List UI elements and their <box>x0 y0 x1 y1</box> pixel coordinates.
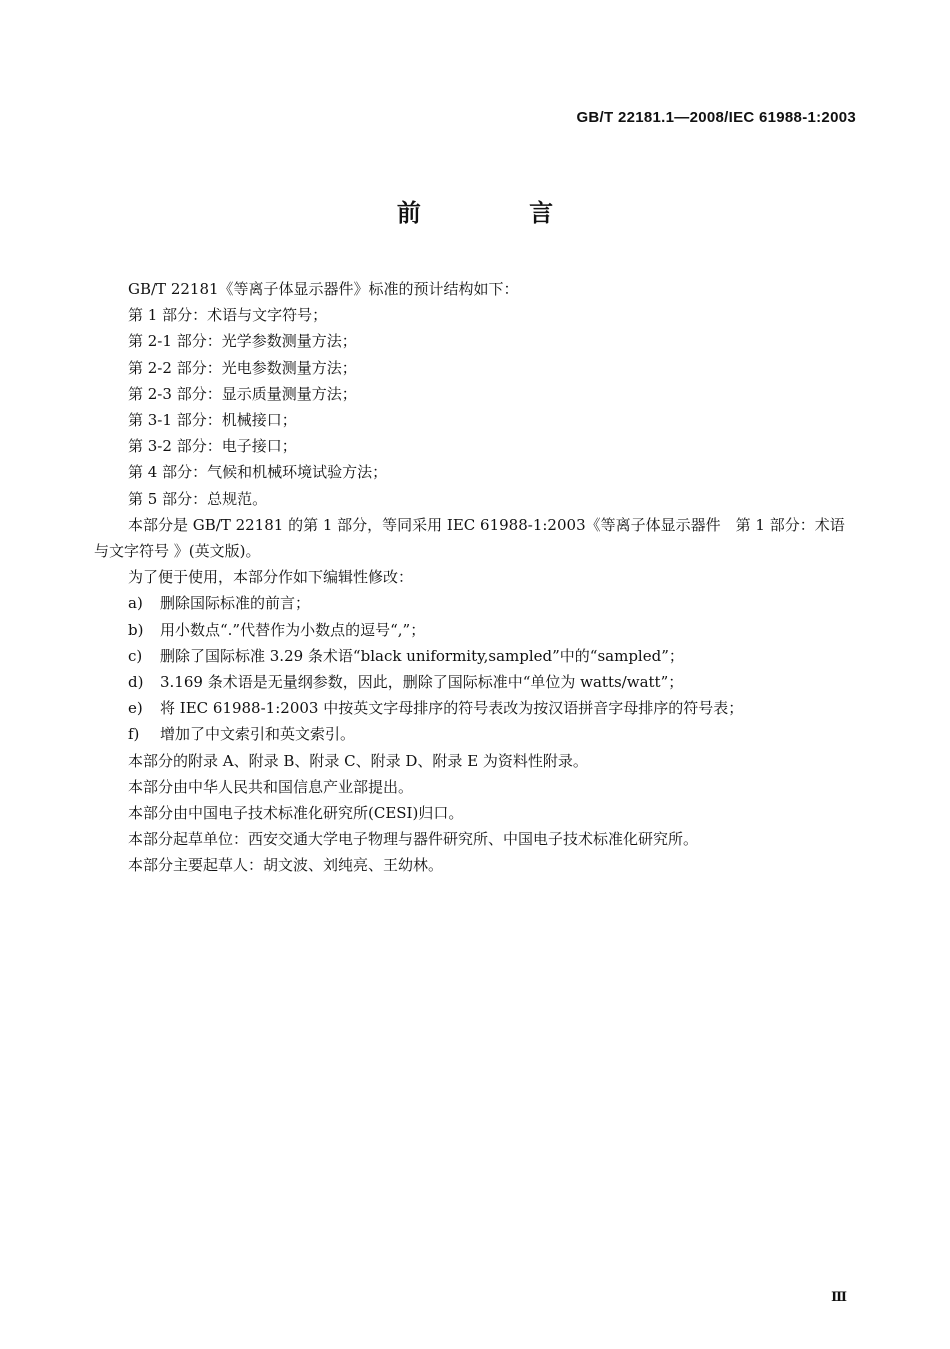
equivalence-paragraph: 本部分是 GB/T 22181 的第 1 部分，等同采用 IEC 61988-1:2003《等离子体显示器件 第 1 部分：术语与文字符号 》(英文版)。 <box>94 515 845 561</box>
edit-item-label: f) <box>128 725 140 744</box>
part-list-item: 第 4 部分：气候和机械环境试验方法； <box>128 463 388 482</box>
edit-item <box>94 721 858 747</box>
drafters-paragraph: 本部分主要起草人：胡文波、刘纯亮、王幼林。 <box>128 856 444 875</box>
part-list-item: 第 2-3 部分：显示质量测量方法； <box>128 384 357 403</box>
edit-item <box>94 617 858 643</box>
edit-item <box>94 669 858 695</box>
edit-item-text: 用小数点“.”代替作为小数点的逗号“,”； <box>160 620 426 639</box>
proposed-by-paragraph: 本部分由中华人民共和国信息产业部提出。 <box>128 777 414 796</box>
edit-item-label: b) <box>128 620 144 639</box>
edit-item-label: c) <box>128 646 143 665</box>
standard-number: GB/T 22181.1—2008/IEC 61988-1:2003 <box>576 109 856 126</box>
edit-item-text: 增加了中文索引和英文索引。 <box>160 725 356 744</box>
edit-item-text: 删除了国际标准 3.29 条术语“black uniformity,sampled”中的“sampled”； <box>160 646 684 665</box>
drafting-units-paragraph: 本部分起草单位：西安交通大学电子物理与器件研究所、中国电子技术标准化研究所。 <box>128 830 699 849</box>
part-list-item: 第 3-1 部分：机械接口； <box>128 411 297 430</box>
edit-item-label: a) <box>128 594 143 613</box>
edit-item-label: e) <box>128 699 143 718</box>
edit-item-text: 3.169 条术语是无量纲参数，因此，删除了国际标准中“单位为 watts/watt”； <box>160 673 684 692</box>
part-list-item: 第 3-2 部分：电子接口； <box>128 437 297 456</box>
edit-item <box>94 695 858 721</box>
part-list-item: 第 2-1 部分：光学参数测量方法； <box>128 332 357 351</box>
edit-item-label: d) <box>128 673 144 692</box>
intro-paragraph: GB/T 22181《等离子体显示器件》标准的预计结构如下： <box>128 280 519 298</box>
part-list-item: 第 5 部分：总规范。 <box>128 489 268 508</box>
edits-intro: 为了便于使用，本部分作如下编辑性修改： <box>128 568 414 587</box>
part-list-item: 第 1 部分：术语与文字符号； <box>128 306 328 325</box>
edit-item <box>94 590 858 616</box>
part-list-item: 第 2-2 部分：光电参数测量方法； <box>128 358 357 377</box>
page-number: Ⅲ <box>831 1290 847 1305</box>
annex-paragraph: 本部分的附录 A、附录 B、附录 C、附录 D、附录 E 为资料性附录。 <box>128 751 588 770</box>
managed-by-paragraph: 本部分由中国电子技术标准化研究所(CESI)归口。 <box>128 804 464 823</box>
foreword-body <box>94 276 858 879</box>
page-title: 前 言 <box>396 199 604 227</box>
edit-item <box>94 643 858 669</box>
edit-item-text: 删除国际标准的前言； <box>160 594 311 613</box>
edit-item-text: 将 IEC 61988-1:2003 中按英文字母排序的符号表改为按汉语拼音字母排序的符号表； <box>160 699 744 718</box>
